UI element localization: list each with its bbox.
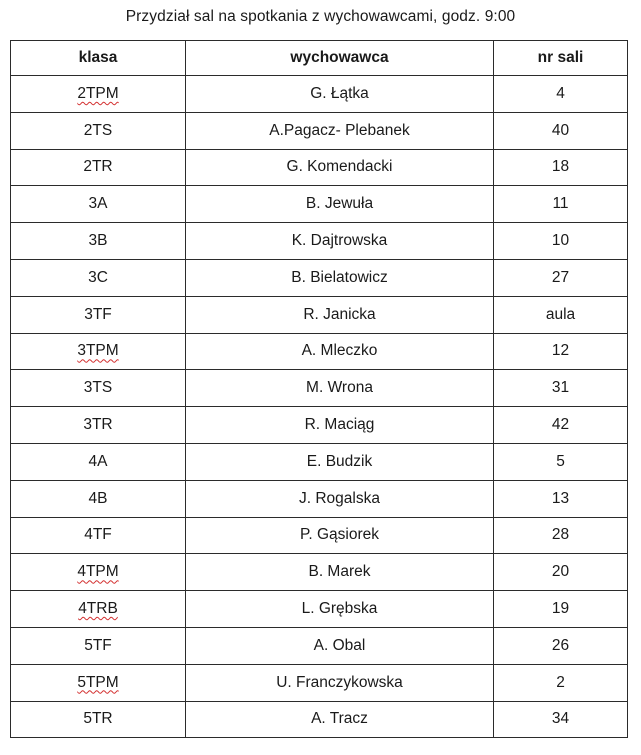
cell-wychowawca: J. Rogalska	[186, 480, 494, 517]
class-label: 3B	[88, 232, 108, 250]
table-row	[11, 259, 628, 296]
table-row	[11, 627, 628, 664]
class-label: 2TS	[83, 121, 113, 139]
page-title: Przydział sal na spotkania z wychowawcami, godz. 9:00	[125, 8, 516, 25]
table-row	[11, 443, 628, 480]
cell-wychowawca: A. Tracz	[186, 701, 494, 738]
class-label: 2TR	[83, 158, 113, 176]
table-row	[11, 223, 628, 260]
cell-klasa	[11, 480, 186, 517]
cell-klasa	[11, 517, 186, 554]
cell-klasa	[11, 112, 186, 149]
table-row	[11, 370, 628, 407]
cell-nr-sali: 5	[494, 443, 628, 480]
cell-nr-sali: 28	[494, 517, 628, 554]
cell-wychowawca: K. Dajtrowska	[186, 223, 494, 260]
class-label: 3TS	[83, 379, 113, 397]
cell-klasa	[11, 223, 186, 260]
class-label: 3TF	[84, 305, 112, 323]
cell-klasa	[11, 701, 186, 738]
cell-wychowawca: E. Budzik	[186, 443, 494, 480]
table-row	[11, 664, 628, 701]
cell-klasa	[11, 443, 186, 480]
cell-nr-sali: 18	[494, 149, 628, 186]
class-label: 3TR	[83, 416, 113, 434]
cell-nr-sali: 13	[494, 480, 628, 517]
cell-wychowawca: P. Gąsiorek	[186, 517, 494, 554]
cell-klasa	[11, 627, 186, 664]
table-row	[11, 76, 628, 113]
header-nr-sali: nr sali	[494, 41, 628, 76]
cell-wychowawca: G. Komendacki	[186, 149, 494, 186]
table-row	[11, 407, 628, 444]
cell-wychowawca: L. Grębska	[186, 591, 494, 628]
cell-wychowawca: A.Pagacz- Plebanek	[186, 112, 494, 149]
table-row	[11, 149, 628, 186]
class-label: 4TPM	[77, 563, 119, 581]
class-label: 4TF	[84, 526, 112, 544]
cell-nr-sali: 20	[494, 554, 628, 591]
cell-wychowawca: A. Mleczko	[186, 333, 494, 370]
cell-nr-sali: 31	[494, 370, 628, 407]
cell-wychowawca: M. Wrona	[186, 370, 494, 407]
cell-wychowawca: B. Jewuła	[186, 186, 494, 223]
table-row	[11, 517, 628, 554]
table-row	[11, 701, 628, 738]
cell-wychowawca: R. Maciąg	[186, 407, 494, 444]
cell-nr-sali: 10	[494, 223, 628, 260]
cell-nr-sali: 27	[494, 259, 628, 296]
class-label: 3TPM	[77, 342, 119, 360]
cell-wychowawca: B. Bielatowicz	[186, 259, 494, 296]
cell-klasa	[11, 259, 186, 296]
table-row	[11, 296, 628, 333]
cell-wychowawca: R. Janicka	[186, 296, 494, 333]
cell-wychowawca: U. Franczykowska	[186, 664, 494, 701]
cell-klasa	[11, 76, 186, 113]
cell-wychowawca: A. Obal	[186, 627, 494, 664]
class-label: 3C	[88, 268, 108, 286]
class-label: 2TPM	[77, 84, 119, 102]
cell-nr-sali: aula	[494, 296, 628, 333]
cell-nr-sali: 40	[494, 112, 628, 149]
table-row	[11, 554, 628, 591]
class-label: 5TR	[83, 710, 113, 728]
cell-klasa	[11, 149, 186, 186]
table-row	[11, 333, 628, 370]
header-wychowawca: wychowawca	[186, 41, 494, 76]
cell-klasa	[11, 407, 186, 444]
class-label: 4TRB	[78, 600, 118, 618]
header-klasa: klasa	[11, 41, 186, 76]
table-header-row	[11, 41, 628, 76]
class-label: 5TPM	[77, 673, 119, 691]
table-row	[11, 591, 628, 628]
cell-klasa	[11, 591, 186, 628]
table-body	[11, 76, 628, 738]
cell-wychowawca: G. Łątka	[186, 76, 494, 113]
cell-nr-sali: 26	[494, 627, 628, 664]
cell-klasa	[11, 554, 186, 591]
cell-klasa	[11, 370, 186, 407]
class-label: 3A	[88, 195, 108, 213]
cell-nr-sali: 2	[494, 664, 628, 701]
cell-nr-sali: 42	[494, 407, 628, 444]
cell-wychowawca: B. Marek	[186, 554, 494, 591]
room-assignment-table	[10, 40, 628, 738]
class-label: 5TF	[84, 636, 112, 654]
cell-nr-sali: 4	[494, 76, 628, 113]
cell-nr-sali: 11	[494, 186, 628, 223]
cell-nr-sali: 34	[494, 701, 628, 738]
cell-klasa	[11, 333, 186, 370]
cell-klasa	[11, 186, 186, 223]
class-label: 4A	[88, 452, 108, 470]
cell-nr-sali: 12	[494, 333, 628, 370]
table-row	[11, 112, 628, 149]
cell-klasa	[11, 664, 186, 701]
class-label: 4B	[88, 489, 108, 507]
table-row	[11, 186, 628, 223]
table-row	[11, 480, 628, 517]
cell-nr-sali: 19	[494, 591, 628, 628]
cell-klasa	[11, 296, 186, 333]
